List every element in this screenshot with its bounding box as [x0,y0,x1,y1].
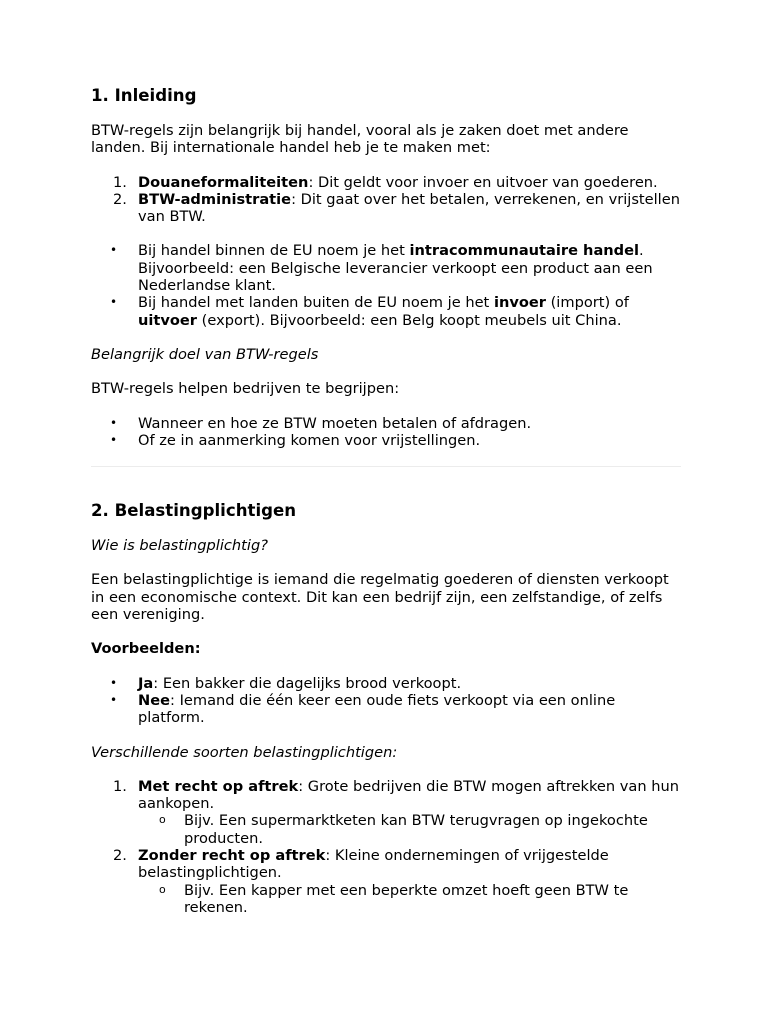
list-number: 2. [113,190,127,208]
wie-text: Een belastingplichtige is iemand die regelmatig goederen of diensten verkoopt in een economische context. Dit kan een bedrijf zijn, een zelfstandige, of zelfs een vereniging. [91,571,669,624]
section-1-heading: 1. Inleiding [91,86,197,105]
list-item: • Of ze in aanmerking komen voor vrijstellingen. [110,431,481,449]
bullet-icon: • [110,243,118,258]
sub-bullet-icon: o [159,882,166,896]
doel-intro: BTW-regels helpen bedrijven te begrijpen: [91,380,400,398]
list-item: 1. Met recht op aftrek: Grote bedrijven die BTW mogen aftrekken van hun aankopen. [113,777,680,813]
list-number: 1. [113,173,127,191]
bullet-icon: • [110,692,118,707]
list-number: 2. [113,847,127,865]
list-item: • Bij handel met landen buiten de EU noem je het invoer (import) of uitvoer (export). Bijvoorbeeld: een Belg koopt meubels uit China. [110,294,629,329]
section-2-heading: 2. Belastingplichtigen [91,501,297,521]
list-item [91,174,681,191]
document-content [91,86,681,916]
doel-subheading: Belangrijk doel van BTW-regels [91,345,319,363]
sub-bullet-icon: o [159,813,166,827]
soorten-list [91,778,681,916]
term: BTW-administratie [138,190,292,208]
voorbeelden-heading: Voorbeelden: [91,640,201,658]
sub-list-item: o Bijv. Een supermarktketen kan BTW terugvragen op ingekochte producten. [159,812,648,847]
bullet-icon: • [110,415,118,430]
list-item: • Wanneer en hoe ze BTW moeten betalen of afdragen. [110,414,532,432]
list-item: • Ja: Een bakker die dagelijks brood verkoopt. [110,674,462,692]
list-item: 2. Zonder recht op aftrek: Kleine ondernemingen of vrijgestelde belastingplichtigen. [113,847,609,882]
term: Douaneformaliteiten [138,173,309,191]
term-desc: : Dit geldt voor invoer en uitvoer van goederen. [308,173,658,191]
bullet-icon: • [110,432,118,447]
list-number: 1. [113,777,127,795]
section-1-intro: BTW-regels zijn belangrijk bij handel, vooral als je zaken doet met andere landen. Bij internationale handel heb je te maken met: [91,122,629,157]
numbered-list-1 [91,174,681,226]
list-item: • Bij handel binnen de EU noem je het intracommunautaire handel. Bijvoorbeeld: een Belgische leverancier verkoopt een product aan een Nederlandse klant. [110,242,653,295]
bullet-list-1 [91,242,681,328]
bullet-list-2 [91,415,681,450]
list-item: • Nee: Iemand die één keer een oude fiets verkoopt via een online platform. [110,691,616,727]
soorten-subheading: Verschillende soorten belastingplichtigen: [91,743,398,761]
bullet-icon: • [110,675,118,690]
bullet-icon: • [110,295,118,310]
list-item [91,191,681,226]
term-desc: : Dit gaat over het betalen, verrekenen, en vrijstellen van BTW. [138,190,680,226]
examples-list [91,675,681,727]
wie-subheading: Wie is belastingplichtig? [91,537,268,555]
sub-list-item: o Bijv. Een kapper met een beperkte omzet hoeft geen BTW te rekenen. [159,881,629,916]
